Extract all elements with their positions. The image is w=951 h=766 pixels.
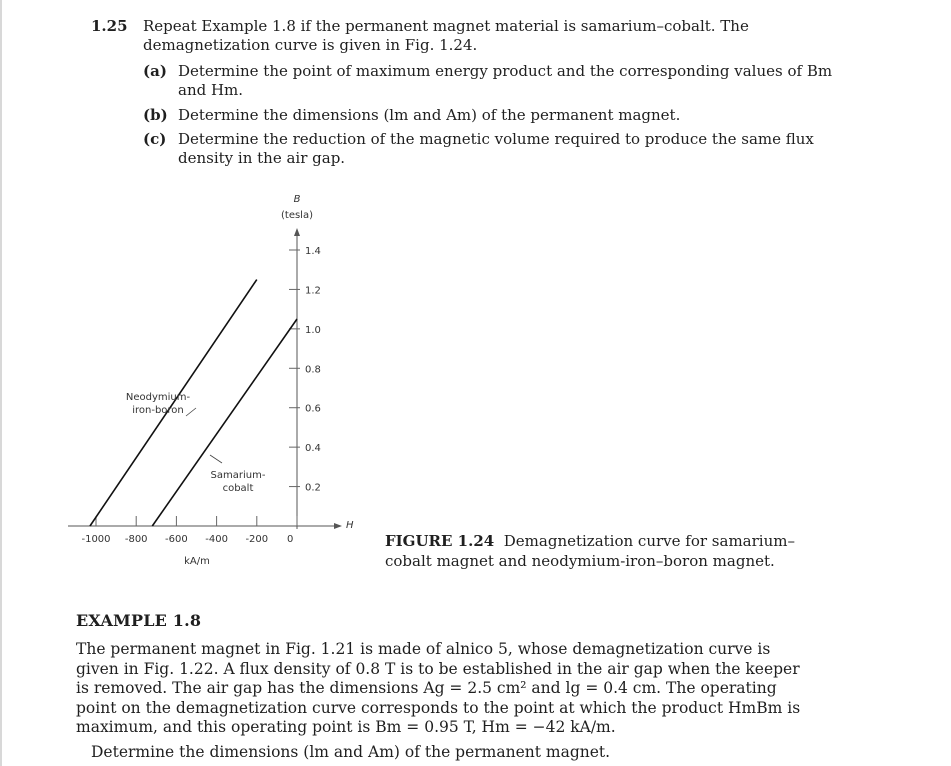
example-body: The permanent magnet in Fig. 1.21 is made of alnico 5, whose demagnetization curve is given in Fig. 1.22. A flux density of 0.8 T is to be established in the air gap when the keeper is removed. The air gap has the dimensions Ag = 2.5 cm² and lg = 0.4 cm. The operating point on the demagnetization curve corresponds to the point at which the product HmBm is maximum, and this operating point is Bm = 0.95 T, Hm = −42 kA/m. — [76, 640, 801, 736]
y-tick-label: 0.6 — [305, 403, 321, 415]
figure-caption — [385, 531, 805, 571]
x-axis-label: kA/m — [184, 556, 210, 567]
figure-caption-label: FIGURE 1.24 — [385, 532, 495, 550]
samarium-cobalt-label: Samarium- — [210, 470, 266, 481]
y-tick-label: 1.4 — [305, 246, 321, 257]
part-text: Determine the point of maximum energy product and the corresponding values of Bm and Hm. — [178, 62, 833, 99]
samarium-cobalt-label: cobalt — [222, 483, 254, 494]
neodymium-leader — [186, 408, 196, 416]
y-tick-label: 0.2 — [305, 482, 321, 494]
figure-caption-text: Demagnetization curve for samarium–cobalt magnet and neodymium-iron–boron magnet. — [385, 532, 795, 570]
x-tick-label: -400 — [205, 534, 228, 545]
samarium-leader — [210, 455, 222, 463]
problem-number: 1.25 — [91, 17, 128, 35]
part-label: (a) — [143, 62, 167, 80]
problem-statement: Repeat Example 1.8 if the permanent magnet material is samarium–cobalt. The demagnetization curve is given in Fig. 1.24. — [143, 17, 749, 54]
y-tick-label: 1.0 — [305, 324, 321, 336]
part-label: (c) — [143, 130, 167, 148]
x-axis-arrow — [334, 523, 342, 529]
y-tick-label: 0.8 — [305, 364, 321, 376]
neodymium-iron-boron-label: iron-boron — [132, 405, 184, 416]
y-axis-unit: (tesla) — [281, 210, 313, 221]
demagnetization-chart — [0, 180, 380, 580]
neodymium-iron-boron-label: Neodymium- — [125, 392, 191, 403]
x-tick-label: -1000 — [81, 534, 111, 545]
x-axis-symbol: H — [346, 520, 354, 531]
x-tick-label: -200 — [245, 534, 269, 545]
y-axis-arrow — [294, 228, 300, 236]
part-label: (b) — [143, 106, 168, 124]
example-title: EXAMPLE 1.8 — [76, 611, 202, 630]
x-tick-label: 0 — [287, 534, 294, 545]
y-tick-label: 0.4 — [305, 443, 321, 455]
example-question: Determine the dimensions (lm and Am) of the permanent magnet. — [91, 743, 611, 761]
part-text: Determine the dimensions (lm and Am) of the permanent magnet. — [178, 106, 681, 124]
samarium-cobalt-curve — [152, 319, 297, 526]
x-tick-label: -800 — [124, 534, 148, 545]
y-axis-symbol: B — [293, 194, 301, 205]
x-tick-label: -600 — [165, 534, 188, 545]
part-text: Determine the reduction of the magnetic volume required to produce the same flux density in the air gap. — [178, 130, 814, 167]
y-tick-label: 1.2 — [305, 285, 321, 297]
